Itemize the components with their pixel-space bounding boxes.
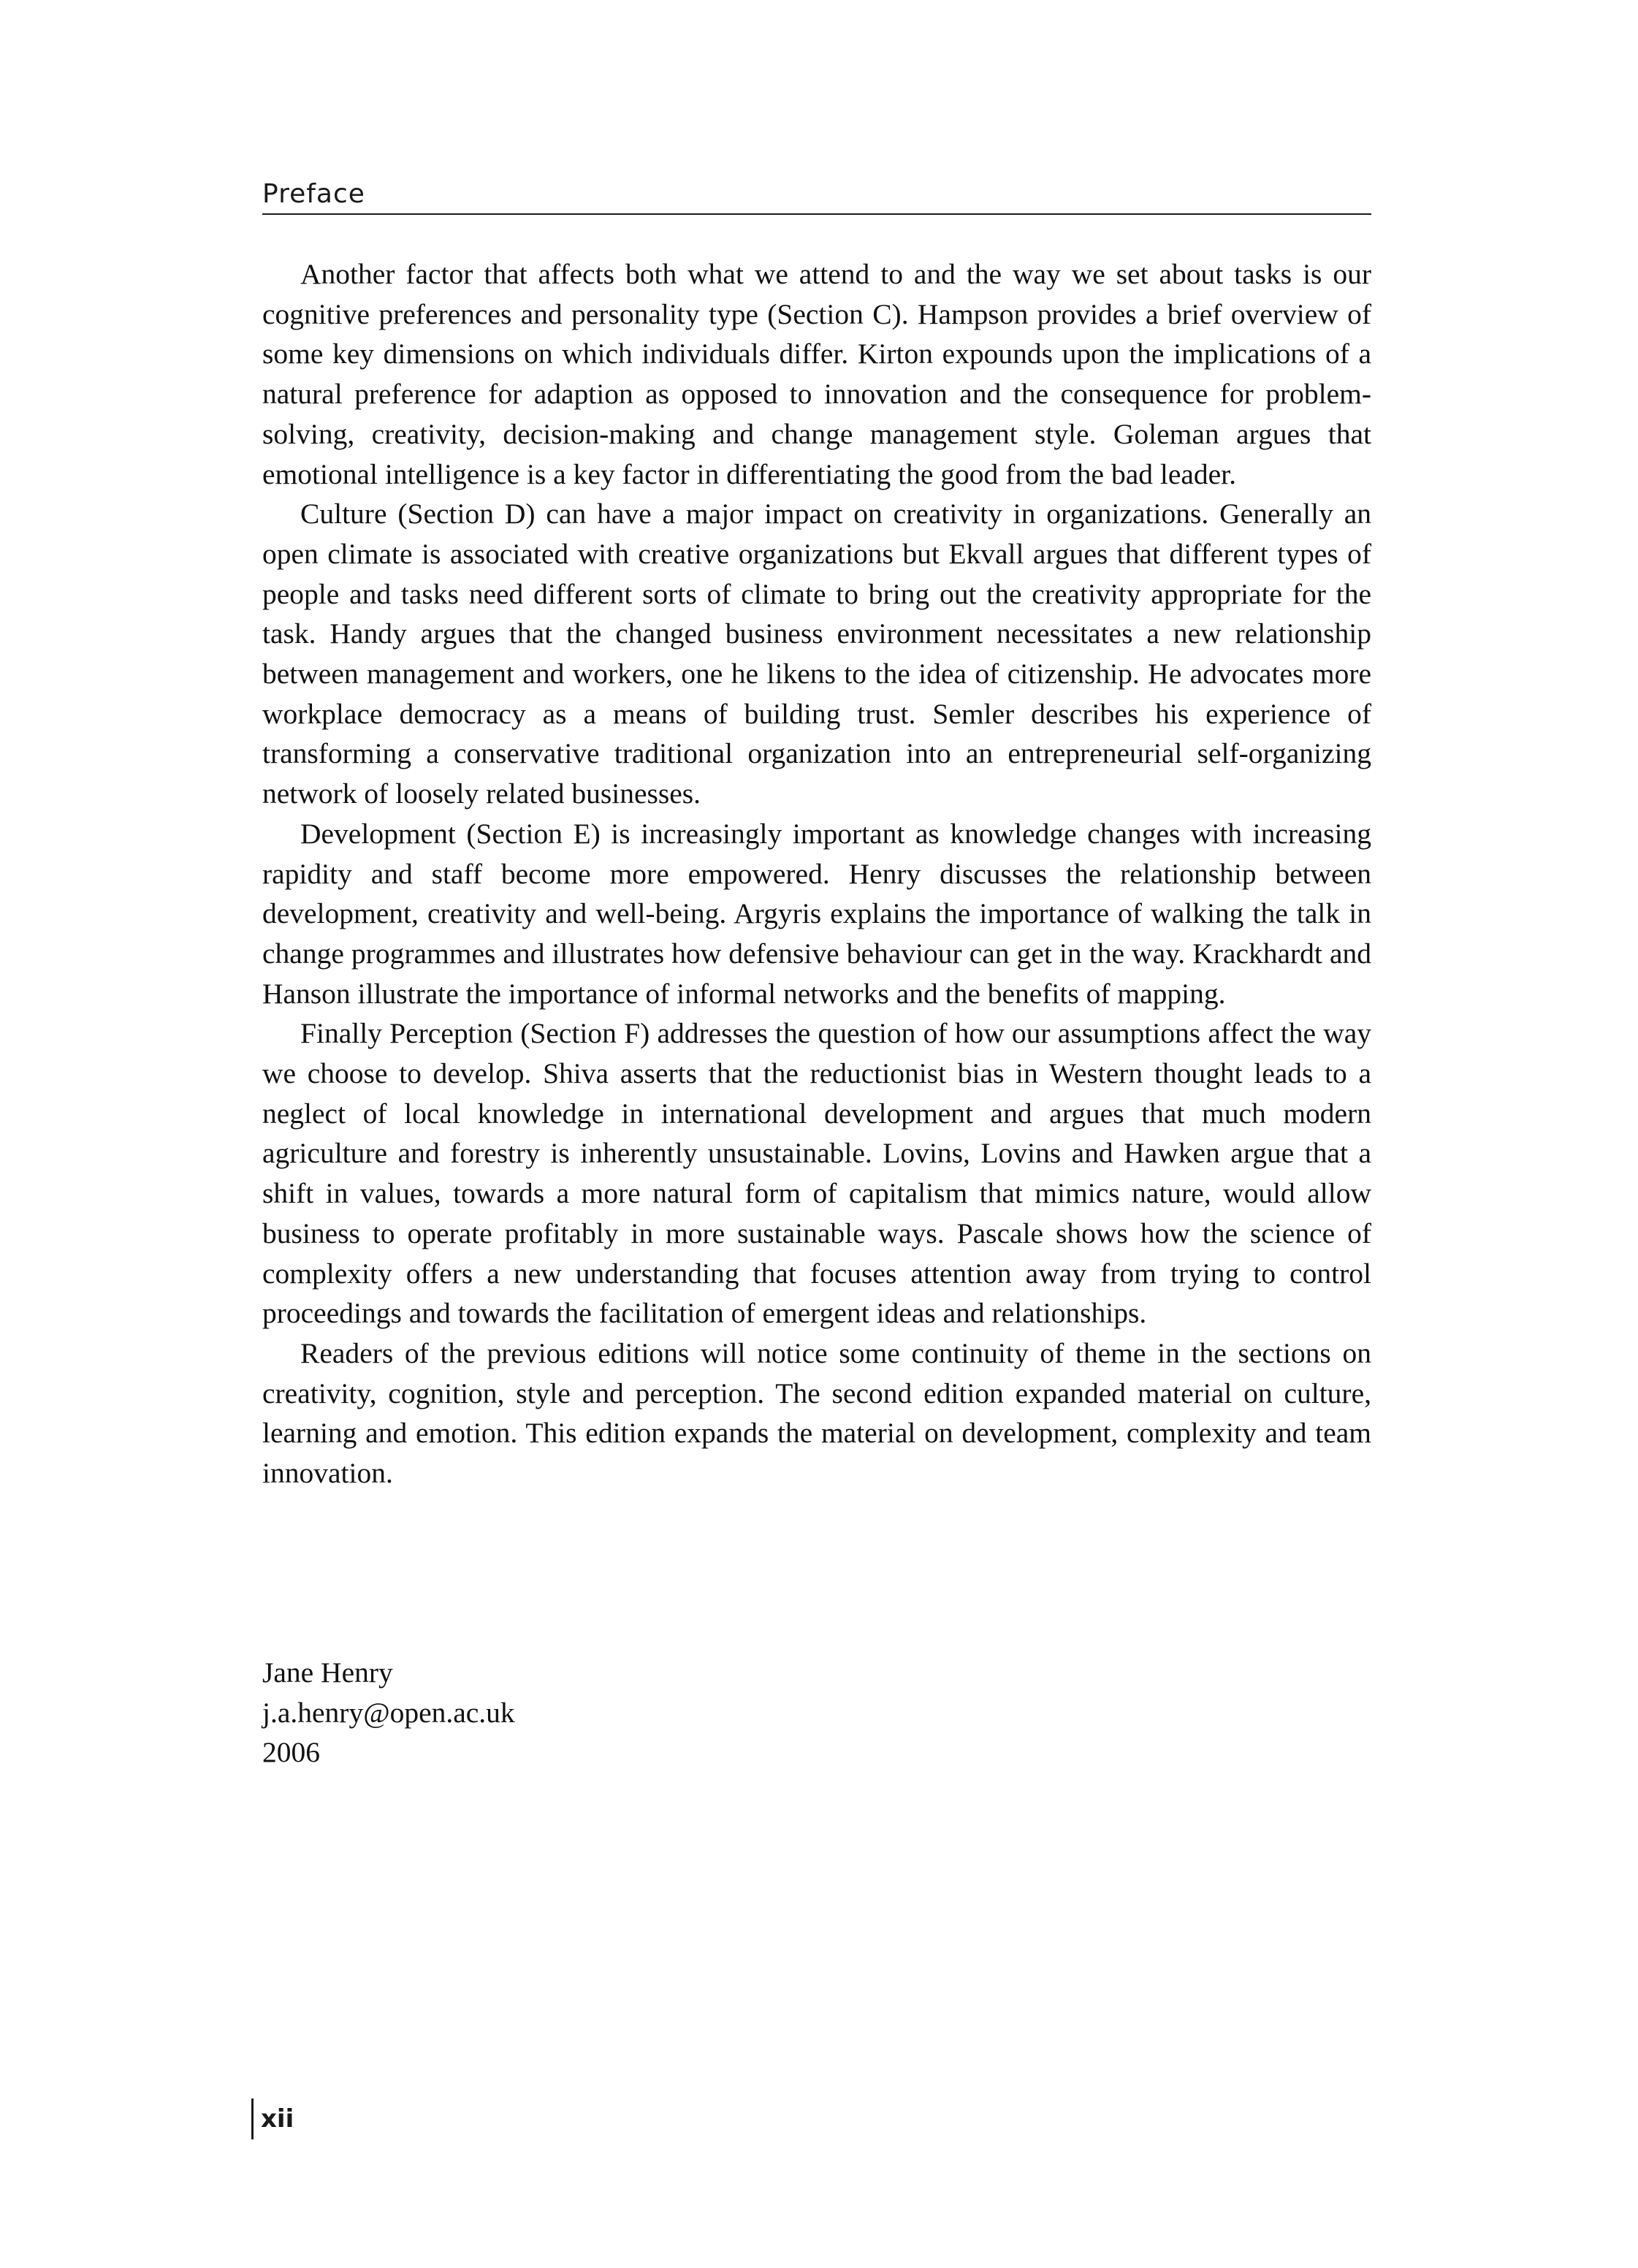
body-text (262, 254, 1371, 1493)
author-name: Jane Henry (262, 1656, 393, 1689)
paragraph-cognitive-preferences: Another factor that affects both what we attend to and the way we set about tasks is our cognitive preferences and personality type (Section C). Hampson provides a brief overview of some key dimensions on which individuals differ. Kirton expounds upon the implications of a natural preference for adaption as opposed to innovation and the consequence for problem-solving, creativity, decision-making and change management style. Goleman argues that emotional intelligence is a key factor in differentiating the good from the bad leader. (262, 258, 1371, 490)
paragraph-perception: Finally Perception (Section F) addresses the question of how our assumptions affect the way we choose to develop. Shiva asserts that the reductionist bias in Western thought leads to a neglect of local knowledge in international development and argues that much modern agriculture and forestry is inherently unsustainable. Lovins, Lovins and Hawken argue that a shift in values, towards a more natural form of capitalism that mimics nature, would allow business to operate profitably in more sustainable ways. Pascale shows how the science of complexity offers a new understanding that focuses attention away from trying to control proceedings and towards the facilitation of emergent ideas and relationships. (262, 1017, 1371, 1330)
running-head-title: Preface (262, 179, 365, 209)
signature-year: 2006 (262, 1736, 320, 1769)
paragraph-development: Development (Section E) is increasingly important as knowledge changes with increasing rapidity and staff become more empowered. Henry discusses the relationship between development, creativity and well-being. Argyris explains the importance of walking the talk in change programmes and illustrates how defensive behaviour can get in the way. Krackhardt and Hanson illustrate the importance of informal networks and the benefits of mapping. (262, 817, 1371, 1010)
paragraph-culture: Culture (Section D) can have a major impact on creativity in organizations. Generally an open climate is associated with creative organizations but Ekvall argues that different types of people and tasks need different sorts of climate to bring out the creativity appropriate for the task. Handy argues that the changed business environment necessitates a new relationship between management and workers, one he likens to the idea of citizenship. He advocates more workplace democracy as a means of building trust. Semler describes his experience of transforming a conservative traditional organization into an entrepreneurial self-organizing network of loosely related businesses. (262, 498, 1371, 810)
running-head (262, 172, 1371, 215)
paragraph-previous-editions: Readers of the previous editions will notice some continuity of theme in the sections on creativity, cognition, style and perception. The second edition expanded material on culture, learning and emotion. This edition expands the material on development, complexity and team innovation. (262, 1336, 1371, 1490)
page-number: xii (251, 2098, 294, 2139)
author-email: j.a.henry@open.ac.uk (262, 1696, 515, 1729)
signature-block (262, 1653, 515, 1773)
